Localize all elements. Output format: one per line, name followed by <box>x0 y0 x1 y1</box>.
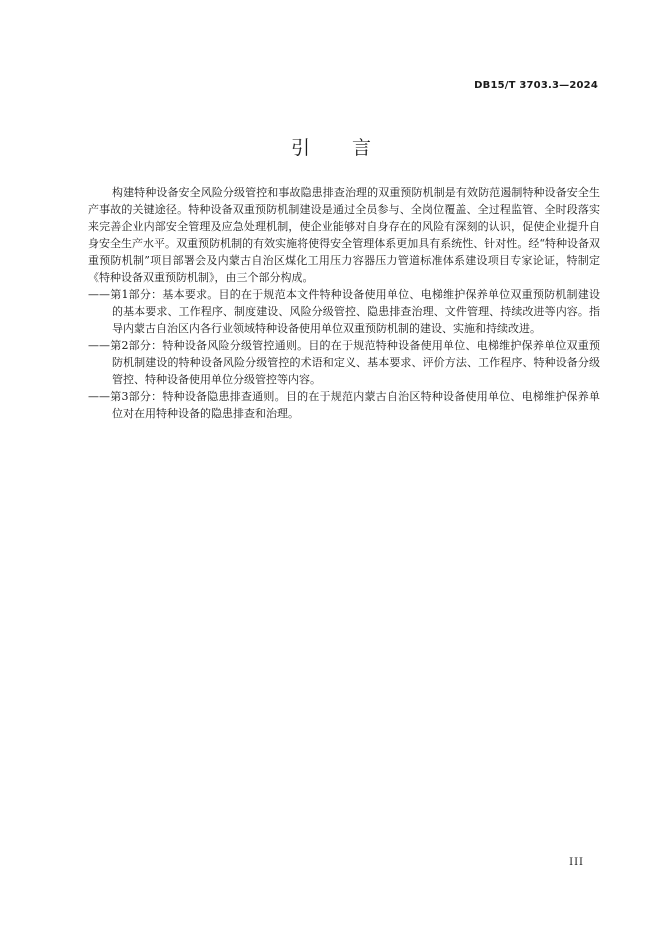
intro-paragraph: 构建特种设备安全风险分级管控和事故隐患排查治理的双重预防机制是有效防范遏制特种设备安全生产事故的关键途径。特种设备双重预防机制建设是通过全员参与、全岗位覆盖、全过程监管、全时段落实来完善企业内部安全管理及应急处理机制，使企业能够对自身存在的风险有深刻的认识，促使企业提升自身安全生产水平。双重预防机制的有效实施将使得安全管理体系更加具有系统性、针对性。经“特种设备双重预防机制”项目部署会及内蒙古自治区煤化工用压力容器压力管道标准体系建设项目专家论证，特制定《特种设备双重预防机制》，由三个部分构成。 <box>88 186 600 284</box>
part-2-text: 第2部分：特种设备风险分级管控通则。目的在于规范特种设备使用单位、电梯维护保养单位双重预防机制建设的特种设备风险分级管控的术语和定义、基本要求、评价方法、工作程序、特种设备分级管控、特种设备使用单位分级管控等内容。 <box>110 339 600 386</box>
title-char-1: 引 <box>290 137 310 159</box>
standard-code: DB15/T 3703.3—2024 <box>474 80 598 91</box>
part-2-item <box>88 337 600 388</box>
title-char-2: 言 <box>352 137 372 159</box>
part-3-dash: —— <box>88 390 110 403</box>
part-1-dash: —— <box>88 288 110 301</box>
document-body <box>88 184 600 422</box>
page-title <box>0 133 662 160</box>
part-3-text: 第3部分：特种设备隐患排查通则。目的在于规范内蒙古自治区特种设备使用单位、电梯维护保养单位对在用特种设备的隐患排查和治理。 <box>110 390 600 420</box>
part-2-dash: —— <box>88 339 110 352</box>
part-3-item <box>88 388 600 422</box>
part-1-item <box>88 286 600 337</box>
page-number: III <box>569 857 584 868</box>
part-1-text: 第1部分：基本要求。目的在于规范本文件特种设备使用单位、电梯维护保养单位双重预防机制建设的基本要求、工作程序、制度建设、风险分级管控、隐患排查治理、文件管理、持续改进等内容。指导内蒙古自治区内各行业领域特种设备使用单位双重预防机制的建设、实施和持续改进。 <box>110 288 600 335</box>
